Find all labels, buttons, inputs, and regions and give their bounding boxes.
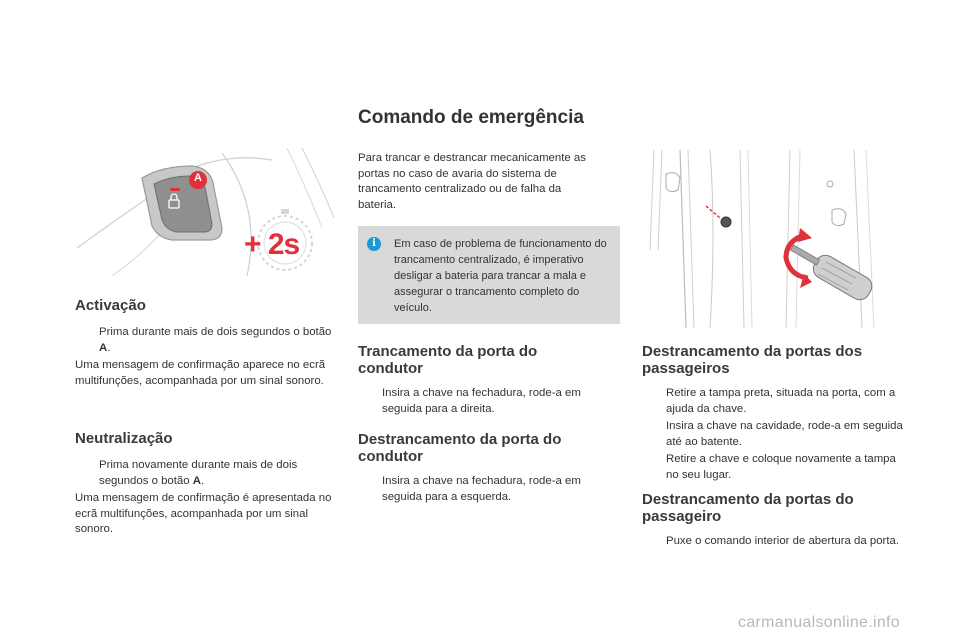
info-icon: i — [367, 237, 381, 251]
passenger-unlock-bullet-1-text: Puxe o comando interior de abertura da porta. — [666, 535, 900, 547]
info-note-text: Em caso de problema de funcionamento do trancamento centralizado, é imperativo desligar a bateria para trancar a mala e assegurar o trancamento completo do veículo. — [394, 238, 607, 314]
activation-text: Uma mensagem de confirmação aparece no ecrã multifunções, acompanhada por um sinal sonoro. — [75, 359, 326, 387]
passengers-unlock-bullet-2 — [642, 419, 904, 450]
activation-bullet-key: A — [99, 341, 108, 354]
passengers-unlock-bullet-1 — [642, 386, 904, 417]
passengers-unlock-heading: Destrancamento da portas dos passageiros — [642, 343, 863, 377]
passengers-unlock-bullet-2-text: Insira a chave na cavidade, rode-a em seguida até ao batente. — [666, 420, 903, 448]
driver-lock-bullet-text: Insira a chave na fechadura, rode-a em seguida para a direita. — [382, 387, 581, 415]
watermark: carmanualsonline.info — [738, 614, 900, 631]
passengers-unlock-bullet-3 — [642, 452, 904, 483]
driver-unlock-section — [358, 431, 620, 507]
activation-bullet-text: Prima durante mais de dois segundos o botão — [99, 326, 332, 338]
neutralization-heading: Neutralização — [75, 430, 173, 447]
callout-a-label: A — [194, 172, 202, 184]
driver-lock-bullet — [358, 386, 620, 417]
driver-unlock-bullet-text: Insira a chave na fechadura, rode-a em seguida para a esquerda. — [382, 475, 581, 503]
passengers-unlock-bullet-1-text: Retire a tampa preta, situada na porta, com a ajuda da chave. — [666, 387, 896, 415]
activation-heading: Activação — [75, 297, 146, 314]
intro-text: Para trancar e destrancar mecanicamente as portas no caso de avaria do sistema de trancamento centralizado ou de falha da bateria. — [358, 152, 586, 211]
driver-lock-section — [358, 343, 620, 419]
passenger-unlock-heading: Destrancamento da portas do passageiro — [642, 491, 854, 525]
passengers-unlock-bullet-3-text: Retire a chave e coloque novamente a tampa no seu lugar. — [666, 453, 896, 481]
page-title: Comando de emergência — [358, 107, 584, 128]
info-note-box — [358, 226, 620, 324]
neutralization-section — [75, 430, 345, 538]
passengers-unlock-section — [642, 343, 904, 485]
hold-duration-label: + 2s — [244, 228, 300, 261]
door-key-drawing — [640, 150, 902, 328]
door-lock-illustration — [640, 150, 902, 328]
neutralization-bullet-text: Prima novamente durante mais de dois segundos o botão — [99, 459, 298, 487]
passenger-unlock-bullet-1 — [642, 534, 904, 550]
activation-bullet-end: . — [107, 341, 111, 354]
neutralization-bullet-end: . — [200, 474, 205, 487]
driver-unlock-heading: Destrancamento da porta do condutor — [358, 431, 562, 465]
passenger-unlock-section — [642, 491, 904, 552]
driver-lock-heading: Trancamento da porta do condutor — [358, 343, 538, 377]
activation-bullet — [75, 325, 345, 356]
neutralization-bullet — [75, 458, 345, 489]
activation-section — [75, 297, 345, 389]
driver-unlock-bullet — [358, 474, 620, 505]
neutralization-text: Uma mensagem de confirmação é apresentada no ecrã multifunções, acompanhada por um sinal sonoro. — [75, 492, 332, 535]
neutralization-bullet-key: A — [192, 474, 201, 487]
lock-button-illustration — [72, 148, 342, 276]
